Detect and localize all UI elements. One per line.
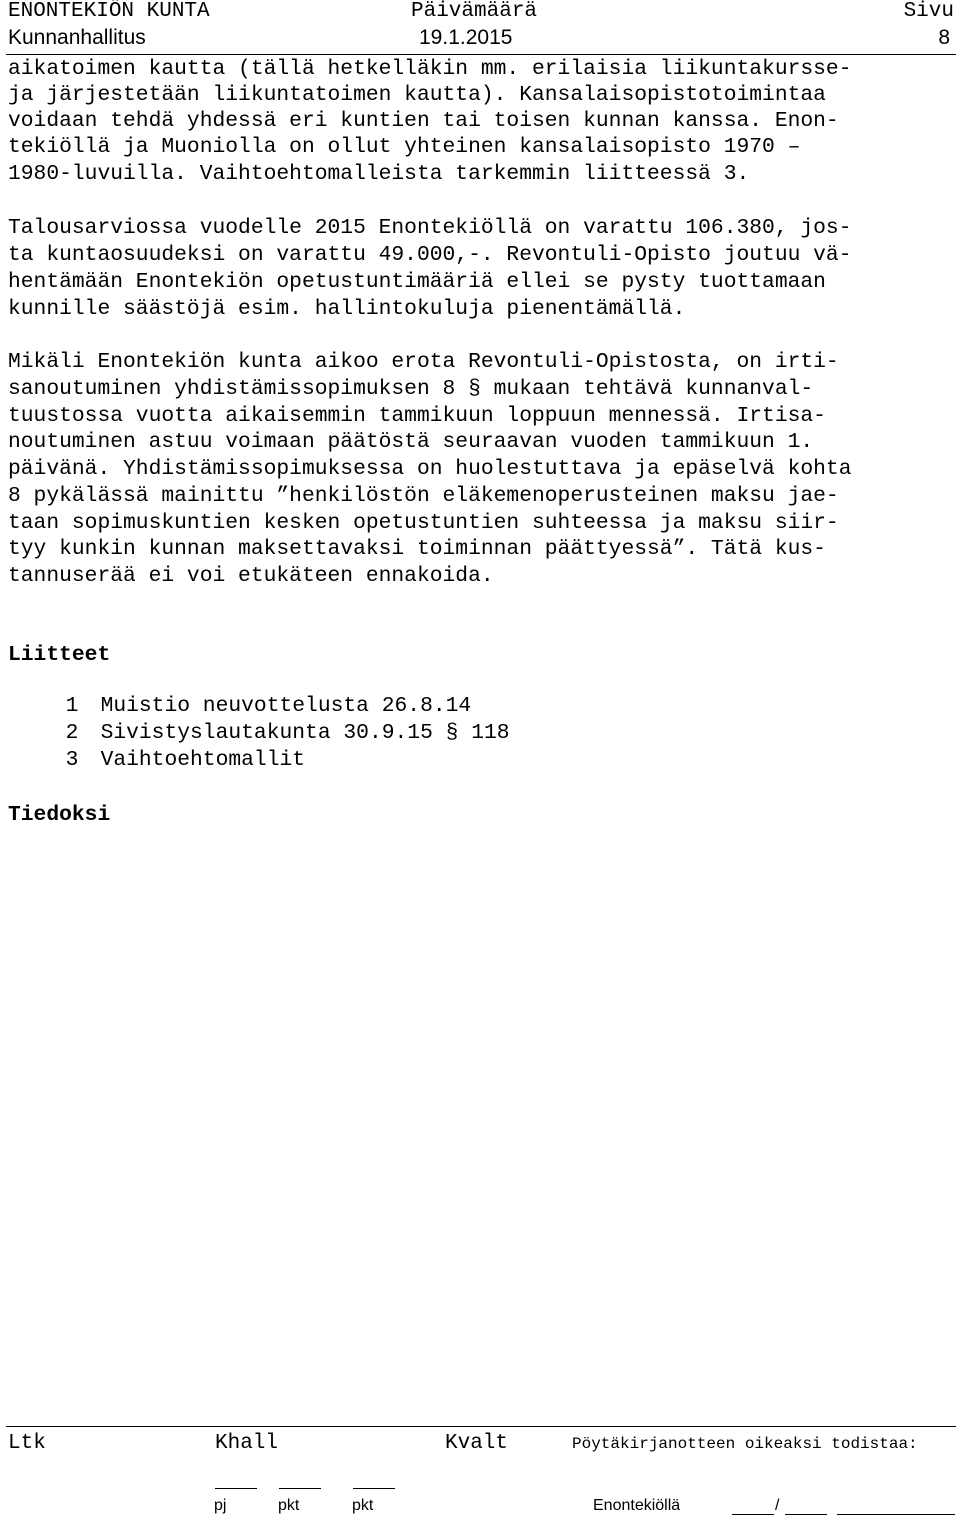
footer-date-slash: /: [775, 1497, 780, 1514]
attachment-number: 2: [65, 721, 79, 745]
footer-ltk: Ltk: [8, 1432, 46, 1455]
p3-line-8: tyy kunkin kunnan maksettavaksi toiminnan päättyessä”. Tätä kus-: [8, 537, 826, 561]
p3-line-4: noutuminen astuu voimaan päätöstä seuraavan vuoden tammikuun 1.: [8, 430, 814, 454]
p2-line-2: ta kuntaosuudeksi on varattu 49.000,-. Revontuli-Opisto joutuu vä-: [8, 243, 852, 267]
footer-certify: Pöytäkirjanotteen oikeaksi todistaa:: [572, 1435, 918, 1453]
p3-line-1: Mikäli Enontekiön kunta aikoo erota Revontuli-Opistosta, on irti-: [8, 350, 839, 374]
attachment-item: [40, 724, 305, 772]
body-name: Kunnanhallitus: [8, 26, 146, 49]
signature-blank-pkt1: [279, 1488, 321, 1489]
p1-line-5: 1980-luvuilla. Vaihtoehtomalleista tarkemmin liitteessä 3.: [8, 162, 750, 186]
p1-line-2: ja järjestetään liikuntatoimen kautta). Kansalaisopistotoimintaa: [8, 83, 826, 107]
attachment-number: 3: [65, 748, 79, 772]
p3-line-6: 8 pykälässä mainittu ”henkilöstön eläkemenoperusteinen maksu jae-: [8, 484, 839, 508]
info-heading: Tiedoksi: [8, 803, 111, 827]
p3-line-3: tuustossa vuotta aikaisemmin tammikuun loppuun mennessä. Irtisa-: [8, 404, 826, 428]
p1-line-1: aikatoimen kautta (tällä hetkelläkin mm. erilaisia liikuntakursse-: [8, 57, 852, 81]
attachment-title: Vaihtoehtomallit: [100, 748, 306, 772]
p3-line-2: sanoutuminen yhdistämissopimuksen 8 § mukaan tehtävä kunnanval-: [8, 377, 814, 401]
p3-line-7: taan sopimuskuntien kesken opetustuntien suhteessa ja maksu siir-: [8, 511, 839, 535]
attachment-title: Sivistyslautakunta 30.9.15 § 118: [100, 721, 510, 745]
p2-line-4: kunnille säästöjä esim. hallintokuluja pienentämällä.: [8, 297, 686, 321]
attachments-heading: Liitteet: [8, 643, 111, 667]
org-name: ENONTEKIÖN KUNTA: [8, 0, 210, 23]
page-label: Sivu: [903, 0, 954, 23]
attachment-number: 1: [65, 694, 79, 718]
footer-pj: pj: [214, 1497, 227, 1514]
p3-line-9: tannuserää ei voi etukäteen ennakoida.: [8, 564, 494, 588]
footer-pkt-2: pkt: [352, 1497, 374, 1514]
header-row-2: [8, 26, 954, 52]
date-blank-year: [837, 1514, 955, 1515]
date-label: Päivämäärä: [411, 0, 538, 23]
meeting-date: 19.1.2015: [419, 26, 513, 49]
header-divider: [6, 54, 956, 55]
p2-line-3: hentämään Enontekiön opetustuntimääriä ellei se pysty tuottamaan: [8, 270, 826, 294]
p2-line-1: Talousarviossa vuodelle 2015 Enontekiöllä on varattu 106.380, jos-: [8, 216, 852, 240]
header-row-1: [8, 0, 954, 26]
footer-khall: Khall: [215, 1432, 279, 1455]
attachment-title: Muistio neuvottelusta 26.8.14: [100, 694, 472, 718]
footer-kvalt: Kvalt: [445, 1432, 509, 1455]
footer-divider: [6, 1426, 956, 1427]
p1-line-3: voidaan tehdä yhdessä eri kuntien tai toisen kunnan kanssa. Enon-: [8, 109, 839, 133]
footer-place: Enontekiöllä: [593, 1497, 681, 1514]
date-blank-day: [732, 1514, 774, 1515]
signature-blank-pj: [215, 1488, 257, 1489]
date-blank-month: [785, 1514, 827, 1515]
p1-line-4: tekiöllä ja Muoniolla on ollut yhteinen kansalaisopisto 1970 –: [8, 135, 801, 159]
footer-pkt-1: pkt: [278, 1497, 300, 1514]
signature-blank-pkt2: [353, 1488, 395, 1489]
p3-line-5: päivänä. Yhdistämissopimuksessa on huolestuttava ja epäselvä kohta: [8, 457, 852, 481]
page-number: 8: [938, 26, 950, 49]
